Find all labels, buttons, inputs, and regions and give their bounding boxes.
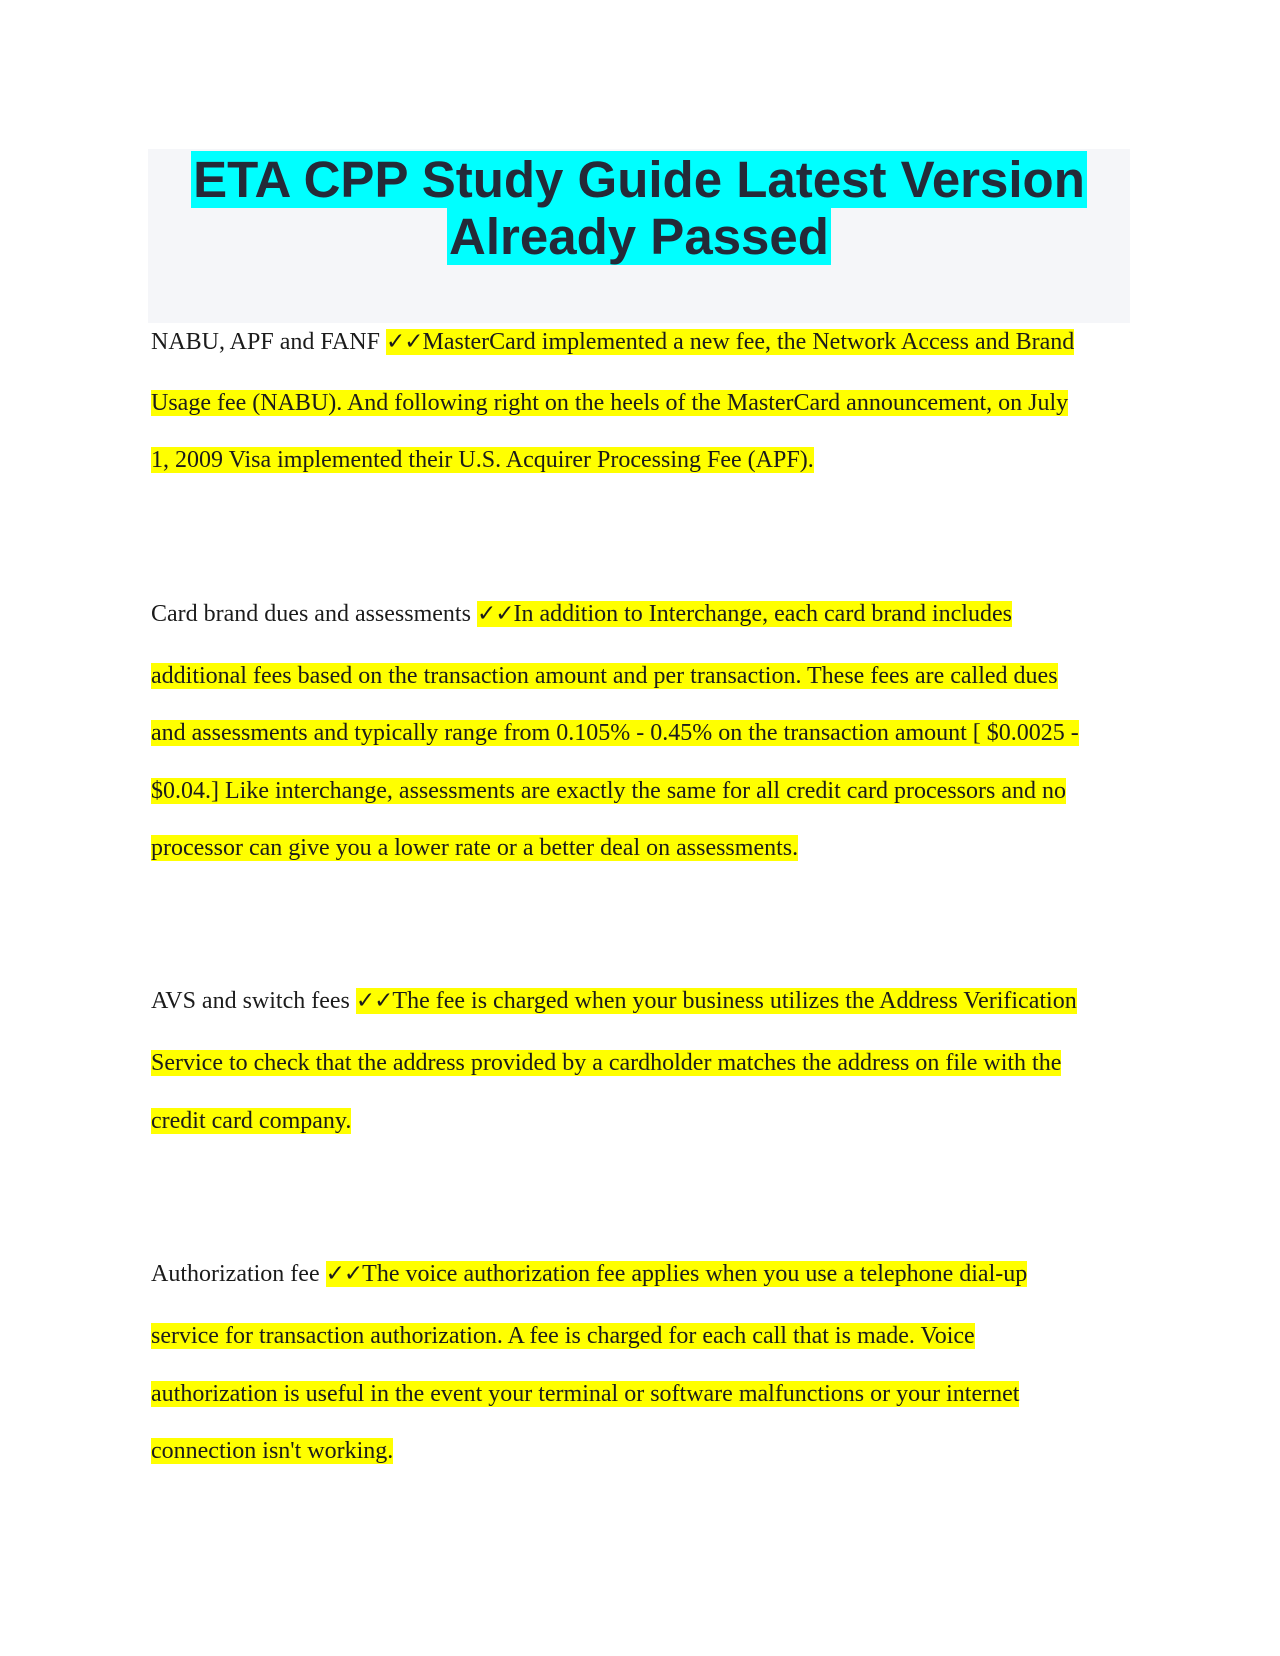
answer-text: $0.04.] Like interchange, assessments are exactly the same for all credit card processors and no xyxy=(151,778,1066,804)
answer-text: The voice authorization fee applies when you use a telephone dial-up xyxy=(362,1261,1028,1287)
title-block xyxy=(148,149,1130,323)
qa-line xyxy=(151,1259,1027,1289)
double-check-icon: ✓✓ xyxy=(325,1261,363,1287)
qa-line xyxy=(151,833,798,863)
answer-highlight xyxy=(326,1261,1028,1287)
qa-line xyxy=(151,599,1012,629)
qa-line xyxy=(151,388,1068,418)
answer-highlight xyxy=(477,601,1012,627)
qa-line xyxy=(151,718,1079,748)
answer-text: In addition to Interchange, each card brand includes xyxy=(513,601,1012,627)
qa-line xyxy=(151,1048,1061,1078)
term-label: Authorization fee xyxy=(151,1261,320,1287)
answer-text: 1, 2009 Visa implemented their U.S. Acquirer Processing Fee (APF). xyxy=(151,447,814,473)
answer-text: Service to check that the address provided by a cardholder matches the address on file with the xyxy=(151,1050,1062,1076)
answer-highlight xyxy=(386,329,1074,355)
title-line-2: Already Passed xyxy=(449,208,829,265)
answer-text: MasterCard implemented a new fee, the Network Access and Brand xyxy=(422,329,1075,355)
answer-text: The fee is charged when your business utilizes the Address Verification xyxy=(392,988,1077,1014)
double-check-icon: ✓✓ xyxy=(476,601,514,627)
answer-text: service for transaction authorization. A fee is charged for each call that is made. Voice xyxy=(151,1323,975,1349)
qa-line xyxy=(151,661,1058,691)
answer-text: additional fees based on the transaction amount and per transaction. These fees are called dues xyxy=(151,663,1058,689)
term-label: Card brand dues and assessments xyxy=(151,601,471,627)
answer-highlight xyxy=(356,988,1077,1014)
answer-text: and assessments and typically range from 0.105% - 0.45% on the transaction amount [ $0.0025 - xyxy=(151,720,1079,746)
double-check-icon: ✓✓ xyxy=(385,329,423,355)
term-label: AVS and switch fees xyxy=(151,988,350,1014)
term-label: NABU, APF and FANF xyxy=(151,329,380,355)
qa-line xyxy=(151,986,1077,1016)
answer-text: Usage fee (NABU). And following right on the heels of the MasterCard announcement, on July xyxy=(151,390,1069,416)
answer-text: processor can give you a lower rate or a better deal on assessments. xyxy=(151,835,799,861)
qa-line xyxy=(151,776,1066,806)
answer-text: credit card company. xyxy=(151,1108,352,1134)
page-title xyxy=(148,151,1130,265)
qa-line xyxy=(151,1106,351,1136)
qa-line xyxy=(151,1321,975,1351)
double-check-icon: ✓✓ xyxy=(355,988,393,1014)
title-line-1: ETA CPP Study Guide Latest Version xyxy=(193,151,1085,208)
qa-line xyxy=(151,1379,1019,1409)
qa-line xyxy=(151,1436,393,1466)
answer-text: connection isn't working. xyxy=(151,1438,394,1464)
answer-text: authorization is useful in the event your terminal or software malfunctions or your internet xyxy=(151,1381,1020,1407)
qa-line xyxy=(151,327,1074,357)
qa-line xyxy=(151,445,814,475)
